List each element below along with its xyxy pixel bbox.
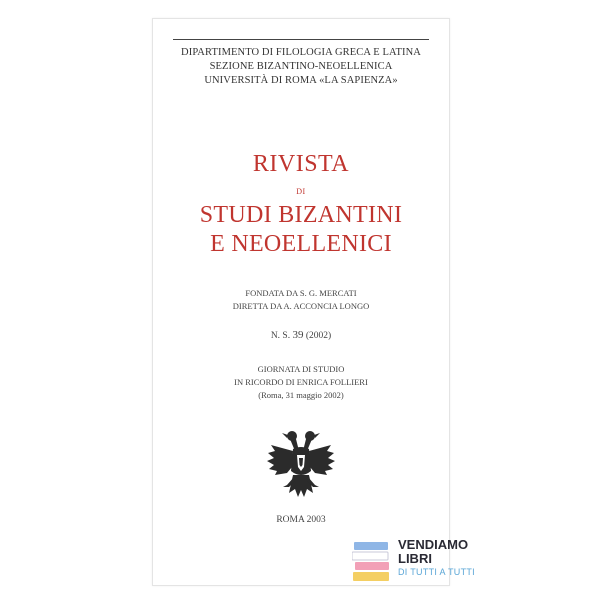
founded-by: FONDATA DA S. G. MERCATI bbox=[245, 288, 357, 298]
study-day-line-1: GIORNATA DI STUDIO bbox=[257, 364, 345, 374]
study-day-line-2: IN RICORDO DI ENRICA FOLLIERI bbox=[234, 377, 368, 387]
title-line-3: E NEOELLENICI bbox=[210, 231, 392, 257]
volume-prefix: N. S. bbox=[270, 331, 291, 341]
title-line-2: STUDI BIZANTINI bbox=[199, 202, 403, 228]
volume-info bbox=[153, 329, 449, 343]
department-line-1: DIPARTIMENTO DI FILOLOGIA GRECA E LATINA bbox=[181, 47, 421, 58]
department-line-3: UNIVERSITÀ DI ROMA «LA SAPIENZA» bbox=[204, 75, 398, 86]
department-line-2: SEZIONE BIZANTINO-NEOELLENICA bbox=[209, 61, 393, 72]
study-day-line-3: (Roma, 31 maggio 2002) bbox=[258, 390, 344, 400]
department-header bbox=[153, 46, 449, 88]
book-cover bbox=[152, 18, 450, 586]
title-line-1: RIVISTA bbox=[252, 151, 350, 177]
logo-tagline: DI TUTTI A TUTTI bbox=[398, 567, 475, 577]
editors-block bbox=[153, 287, 449, 313]
stacked-books-icon bbox=[352, 540, 392, 584]
logo-line-1: VENDIAMO bbox=[398, 537, 469, 552]
logo-line-2: LIBRI bbox=[398, 551, 432, 566]
volume-year: (2002) bbox=[305, 331, 332, 341]
study-day-block bbox=[153, 363, 449, 402]
place-year: ROMA 2003 bbox=[276, 515, 326, 525]
title-connector: DI bbox=[296, 187, 306, 196]
double-headed-eagle-icon bbox=[265, 427, 337, 507]
top-rule bbox=[173, 39, 429, 40]
volume-number: 39 bbox=[292, 329, 304, 341]
directed-by: DIRETTA DA A. ACCONCIA LONGO bbox=[232, 301, 370, 311]
vendiamo-libri-logo bbox=[352, 538, 492, 586]
